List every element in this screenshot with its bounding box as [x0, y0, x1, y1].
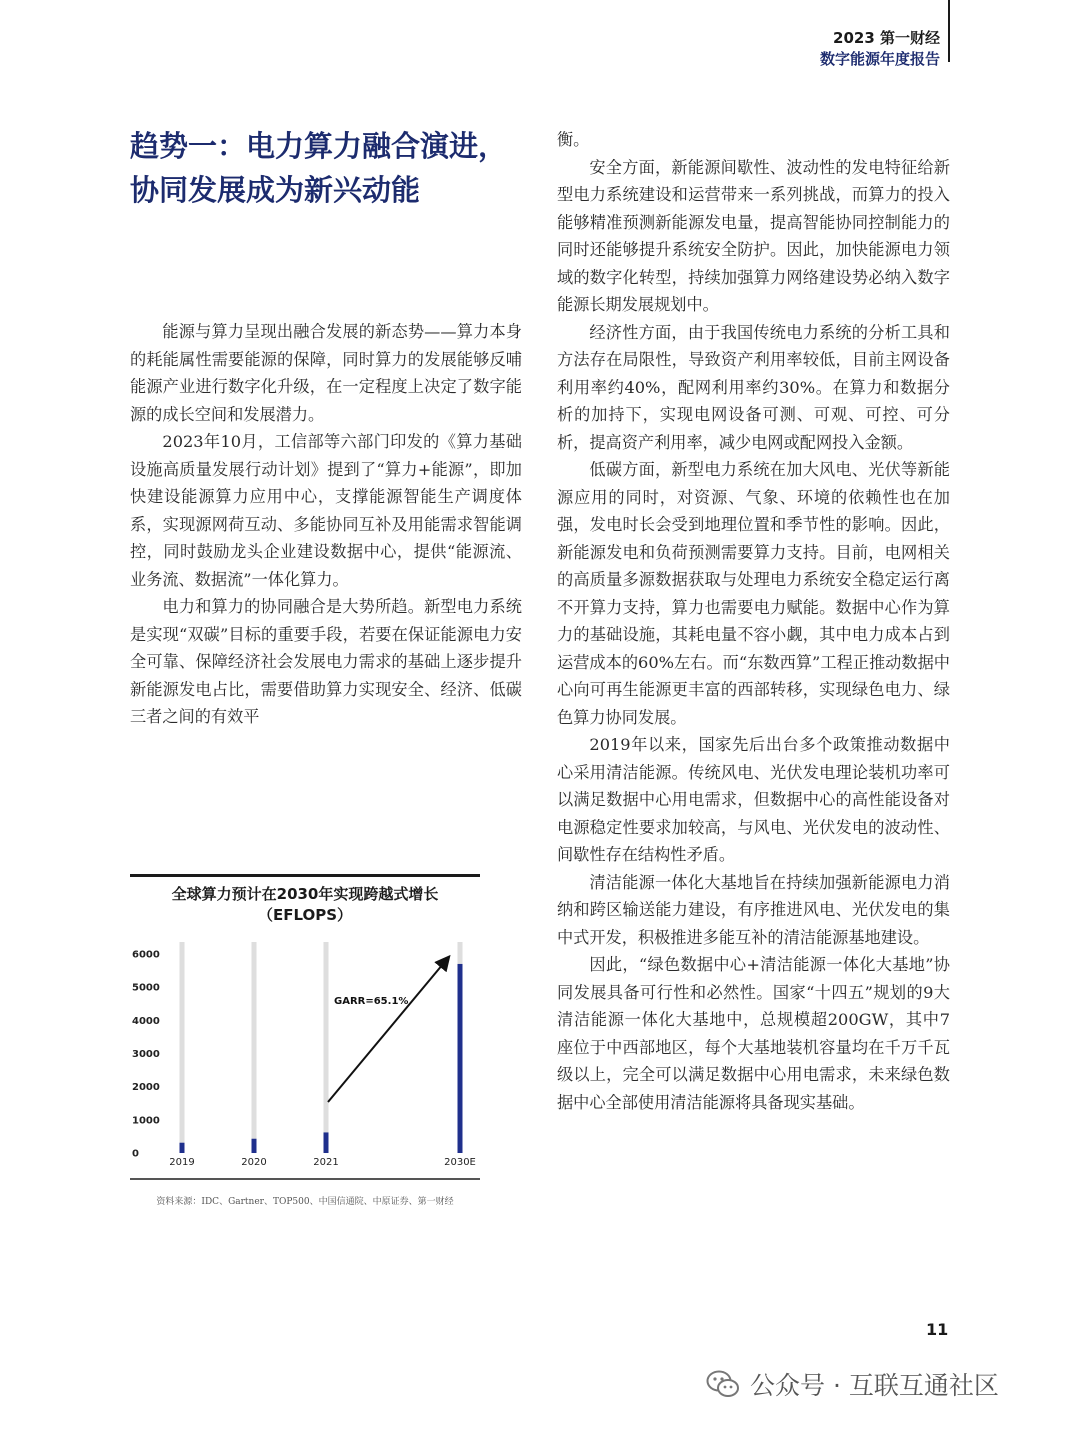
- y-tick-label: 5000: [132, 982, 160, 994]
- x-tick-label: 2019: [169, 1157, 195, 1168]
- chart-source: 资料来源：IDC、Gartner、TOP500、中国信通院、中原证券、第一财经: [156, 1197, 454, 1207]
- y-tick-label: 3000: [132, 1049, 160, 1060]
- growth-annotation: GARR=65.1%: [334, 996, 409, 1007]
- bar: [458, 964, 463, 1153]
- left-paragraph-2: 2023年10月，工信部等六部门印发的《算力基础设施高质量发展行动计划》提到了“算力+能源”，即加快建设能源算力应用中心，支撑能源智能生产调度体系，实现源网荷互动、多能协同互补及用能需求智能调控，同时鼓励龙头企业建设数据中心，提供“能源流、业务流、数据流”一体化算力。: [130, 432, 522, 589]
- wechat-icon: [706, 1369, 740, 1399]
- chart-title: 全球算力预计在2030年实现跨越式增长: [171, 885, 439, 903]
- chart-subtitle: （EFLOPS）: [257, 906, 353, 924]
- watermark-text: 公众号 · 互联互通社区: [750, 1371, 999, 1400]
- y-tick-label: 0: [132, 1148, 139, 1160]
- header-line-2: 数字能源年度报告: [819, 50, 940, 68]
- y-tick-label: 4000: [132, 1015, 160, 1027]
- chart-plot: [130, 932, 480, 1172]
- y-tick-label: 2000: [132, 1082, 160, 1094]
- section-title-line-1: 趋势一：电力算力融合演进，: [130, 129, 508, 163]
- x-tick-label: 2020: [241, 1157, 267, 1168]
- bar-track: [324, 942, 329, 1153]
- running-header: [820, 28, 940, 70]
- watermark: [706, 1366, 999, 1402]
- right-paragraph-2: 经济性方面，由于我国传统电力系统的分析工具和方法存在局限性，导致资产利用率较低，目前主网设备利用率约40%，配网利用率约30%。在算力和数据分析的加持下，实现电网设备可测、可观、可控、可分析，提高资产利用率，减少电网或配网投入金额。: [557, 322, 950, 452]
- bar-track: [252, 942, 257, 1153]
- bar-track: [180, 942, 185, 1153]
- right-column: [557, 126, 950, 1116]
- right-paragraph-3: 低碳方面，新型电力系统在加大风电、光伏等新能源应用的同时，对资源、气象、环境的依赖性也在加强，发电时长会受到地理位置和季节性的影响。因此，新能源发电和负荷预测需要算力支持。目前，电网相关的高质量多源数据获取与处理电力系统安全稳定运行离不开算力支持，算力也需要电力赋能。数据中心作为算力的基础设施，其耗电量不容小觑，其中电力成本占到运营成本的60%左右。而“东数西算”工程正推动数据中心向可再生能源更丰富的西部转移，实现绿色电力、绿色算力协同发展。: [557, 460, 950, 727]
- page-number: 11: [926, 1320, 949, 1339]
- x-tick-label: 2021: [313, 1157, 339, 1168]
- section-title: [130, 124, 550, 212]
- y-tick-label: 1000: [132, 1115, 160, 1127]
- header-line-1: 2023 第一财经: [833, 29, 940, 47]
- left-paragraph-1: 能源与算力呈现出融合发展的新态势——算力本身的耗能属性需要能源的保障，同时算力的发展能够反哺能源产业进行数字化升级，在一定程度上决定了数字能源的成长空间和发展潜力。: [130, 322, 522, 424]
- right-paragraph-4: 2019年以来，国家先后出台多个政策推动数据中心采用清洁能源。传统风电、光伏发电理论装机功率可以满足数据中心用电需求，但数据中心的高性能设备对电源稳定性要求加较高，与风电、光伏发电的波动性、间歇性存在结构性矛盾。: [557, 735, 950, 864]
- right-continuation: 衡。: [557, 130, 590, 149]
- left-paragraph-3: 电力和算力的协同融合是大势所趋。新型电力系统是实现“双碳”目标的重要手段，若要在保证能源电力安全可靠、保障经济社会发展电力需求的基础上逐步提升新能源发电占比，需要借助算力实现安全、经济、低碳三者之间的有效平: [130, 597, 522, 726]
- chart-title-block: [130, 884, 480, 926]
- bar: [324, 1132, 329, 1153]
- growth-arrow: [328, 958, 448, 1102]
- header-rule: [948, 0, 950, 62]
- y-tick-label: 6000: [132, 949, 160, 961]
- right-paragraph-1: 安全方面，新能源间歇性、波动性的发电特征给新型电力系统建设和运营带来一系列挑战，而算力的投入能够精准预测新能源发电量，提高智能协同控制能力的同时还能够提升系统安全防护。因此，加快能源电力领域的数字化转型，持续加强算力网络建设势必纳入数字能源长期发展规划中。: [557, 157, 950, 314]
- chart-top-rule: [130, 874, 480, 877]
- left-column: [130, 318, 522, 731]
- bar: [252, 1139, 257, 1153]
- right-paragraph-5: 清洁能源一体化大基地旨在持续加强新能源电力消纳和跨区输送能力建设，有序推进风电、光伏发电的集中式开发，积极推进多能互补的清洁能源基地建设。: [557, 872, 950, 947]
- x-tick-label: 2030E: [444, 1157, 476, 1168]
- chart-bottom-rule: [130, 1178, 480, 1180]
- right-paragraph-6: 因此，“绿色数据中心+清洁能源一体化大基地”协同发展具备可行性和必然性。国家“十四五”规划的9大清洁能源一体化大基地中，总规模超200GW，其中7座位于中西部地区，每个大基地装机容量均在千万千瓦级以上，完全可以满足数据中心用电需求，未来绿色数据中心全部使用清洁能源将具备现实基础。: [557, 955, 950, 1112]
- bar: [180, 1143, 185, 1153]
- section-title-line-2: 协同发展成为新兴动能: [130, 173, 421, 207]
